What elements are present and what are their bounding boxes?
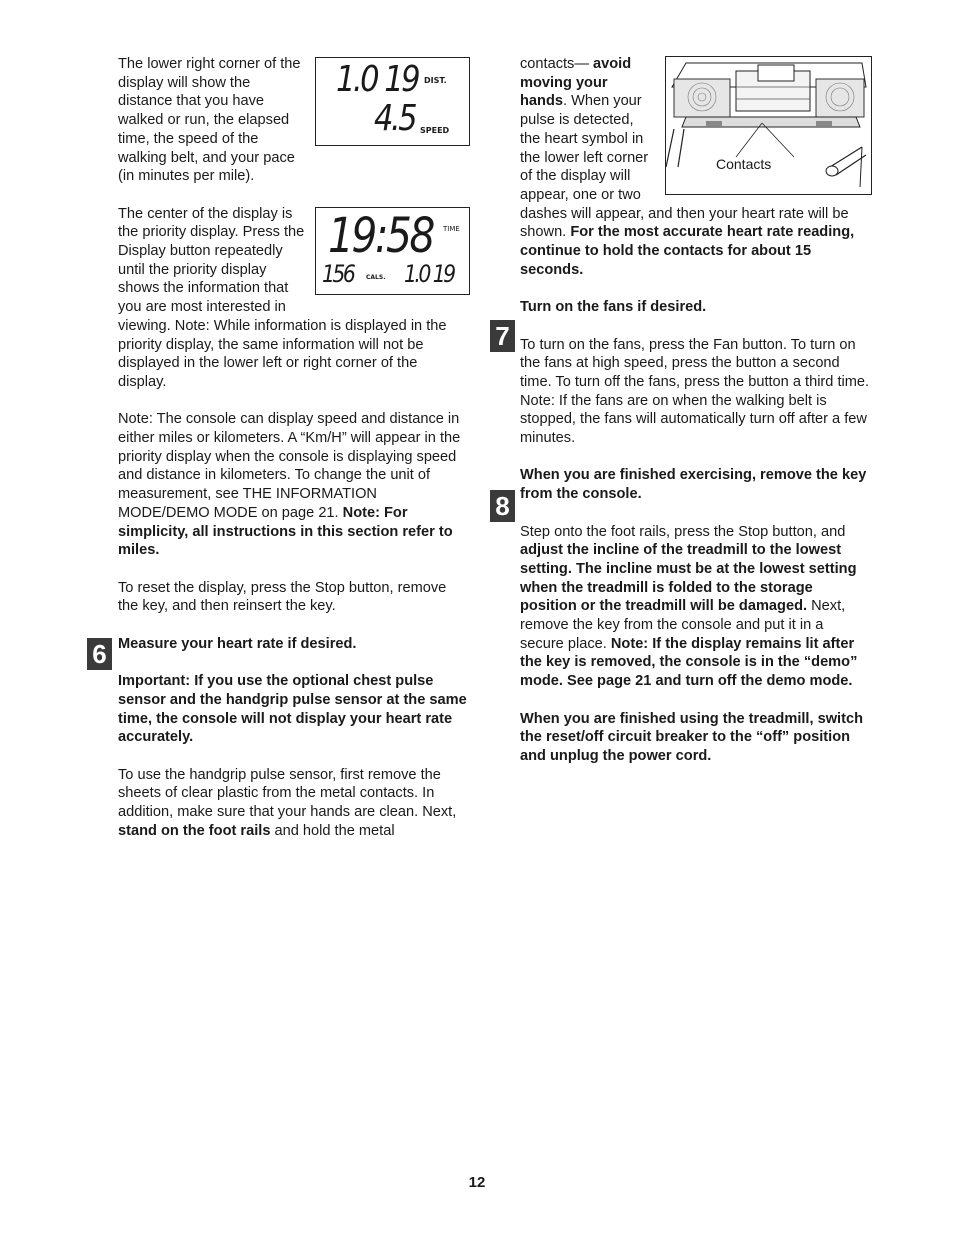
step-8-badge: 8 bbox=[490, 490, 515, 522]
lcd-cals-readout: 156 bbox=[322, 259, 354, 288]
lcd-cals-label: CALS. bbox=[366, 273, 386, 281]
paragraph-lower-right-corner: The lower right corner of the display will show the distance that you have walked or run, the elapsed time, the speed of the walking belt, and your pace (in minutes per mile). bbox=[118, 56, 301, 185]
lcd-display-2 bbox=[315, 207, 470, 295]
step-7-heading: Turn on the fans if desired. bbox=[520, 299, 707, 316]
lcd-dist-label: DIST. bbox=[424, 76, 447, 85]
contacts-text-b: . When your pulse is detected, the heart symbol in the lower left corner of the display will appear, one or two dashes will appear, and then your heart rate will be shown. bbox=[520, 93, 849, 241]
handgrip-text-b: and hold the metal bbox=[274, 822, 395, 839]
lcd-distance-readout: 1.0 19 bbox=[336, 59, 419, 100]
contacts-text-bold-2: For the most accurate heart rate reading, continue to hold the contacts for about 15 seconds. bbox=[520, 224, 855, 278]
step-7-badge: 7 bbox=[490, 320, 515, 352]
finish-text-bold: adjust the incline of the treadmill to the lowest setting. The incline must be at the lowest setting when the treadmill is folded to the storage position or the treadmill will be damaged. bbox=[520, 542, 857, 615]
lcd-priority-figure bbox=[315, 207, 470, 295]
step-6-important: Important: If you use the optional chest pulse sensor and the handgrip pulse sensor at the same time, the console will not display your heart rate accurately. bbox=[118, 673, 467, 746]
lcd-time-label: TIME bbox=[443, 224, 460, 233]
lcd-speed-label: SPEED bbox=[420, 126, 450, 135]
console-contacts-illustration bbox=[665, 56, 872, 195]
lcd-display-1 bbox=[315, 57, 470, 146]
step-6-heading: Measure your heart rate if desired. bbox=[118, 635, 357, 652]
paragraph-units-note bbox=[118, 410, 468, 560]
lcd-speed-readout: 4.5 bbox=[374, 98, 416, 139]
paragraph-fans: To turn on the fans, press the Fan button. To turn on the fans at high speed, press the button a second time. To turn off the fans, press the button a third time. Note: If the fans are on when the walking belt is stopped, the fans will automatically turn off after a few minutes. bbox=[520, 336, 870, 447]
left-column bbox=[118, 55, 468, 859]
paragraph-handgrip bbox=[118, 766, 468, 841]
contacts-text-bold: avoid moving your hands bbox=[520, 56, 632, 110]
contacts-label: Contacts bbox=[716, 156, 772, 172]
page-number: 12 bbox=[468, 1174, 486, 1191]
finish-text-a: Step onto the foot rails, press the Stop button, and bbox=[520, 523, 846, 540]
units-note-bold: Note: For simplicity, all instructions in this section refer to miles. bbox=[118, 504, 453, 559]
step-8-heading: When you are finished exercising, remove the key from the console. bbox=[520, 467, 867, 503]
paragraph-unplug: When you are finished using the treadmill, switch the reset/off circuit breaker to the “off” position and unplug the power cord. bbox=[520, 710, 864, 764]
finish-text-b: Next, remove the key from the console and put it in a secure place. bbox=[520, 598, 846, 652]
paragraph-priority-display: The center of the display is the priority display. Press the Display button repeatedly until the priority display shows the information that you are most interested in viewing. Note: While information is displayed in the priority display, the same information will not be displayed in the lower left or right corner of the display. bbox=[118, 205, 447, 390]
lcd-distance-small-readout: 1.0 19 bbox=[404, 259, 454, 288]
handgrip-text-bold: stand on the foot rails bbox=[118, 822, 271, 839]
units-note-text: Note: The console can display speed and distance in either miles or kilometers. A “Km/H” will appear in the priority display when the console is displaying speed and distance in kilometers. To change the unit of measurement, see THE INFORMATION MODE/DEMO MODE on page 21. bbox=[118, 411, 461, 521]
contacts-text-a: contacts— bbox=[520, 56, 589, 72]
step-6-badge: 6 bbox=[87, 638, 112, 670]
finish-text-bold-2: Note: If the display remains lit after the key is removed, the console is in the “demo” mode. See page 21 and turn off the demo mode. bbox=[520, 635, 858, 690]
lcd-time-readout: 19:58 bbox=[328, 207, 433, 264]
paragraph-finish bbox=[520, 523, 870, 691]
lcd-distance-speed-figure bbox=[315, 57, 470, 146]
handgrip-text-a: To use the handgrip pulse sensor, first remove the sheets of clear plastic from the metal contacts. In addition, make sure that your hands are clean. Next, bbox=[118, 766, 457, 821]
paragraph-reset-display: To reset the display, press the Stop button, remove the key, and then reinsert the key. bbox=[118, 579, 447, 615]
right-column bbox=[520, 55, 870, 784]
